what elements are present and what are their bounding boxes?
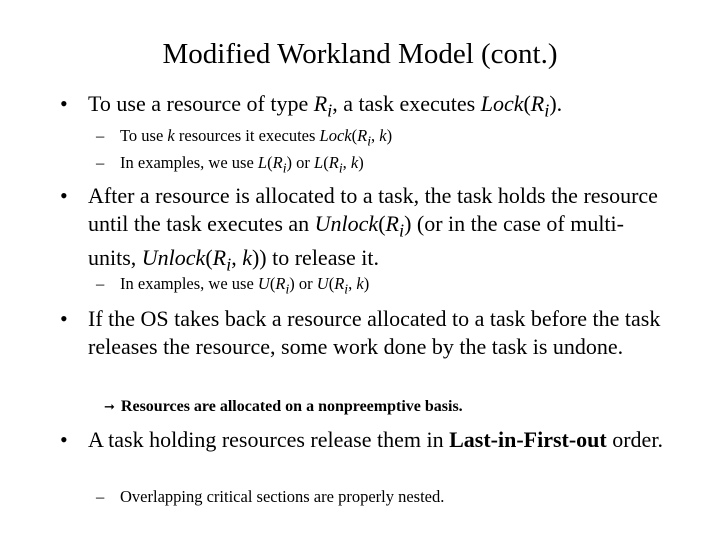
bullet-text: After a resource is allocated to a task, the task holds the resource until the task executes an $Unlock(R_i)$ (or in the case of multi-units, $Unlock(R_i$, k)) to release it. — [88, 183, 658, 275]
subbullet-lock-examples — [96, 152, 686, 179]
bullet-text: A task holding resources release them in Last-in-First-out order. — [88, 427, 663, 452]
dash-marker: – — [96, 274, 105, 293]
slide-title: Modified Workland Model (cont.) — [162, 38, 558, 70]
arrow-icon: ➞ — [104, 400, 115, 415]
subbullet-k-resources — [96, 125, 686, 152]
subbullet-text: Overlapping critical sections are properly nested. — [120, 487, 445, 506]
bullet-marker: • — [60, 306, 68, 331]
subbullet-text: In examples, we use $U(R_i)$ or $U(R_i$, k) — [120, 274, 370, 297]
bullet-text: If the OS takes back a resource allocated to a task before the task releases the resource, some work done by the task is undone. — [88, 306, 661, 359]
bullet-text: To use a resource of type $R_i$, a task executes $Lock(R_i)$. — [88, 91, 563, 121]
subbullet-nested-sections — [96, 486, 686, 508]
bullet-unlock-usage — [60, 182, 670, 279]
subbullet-text: In examples, we use $L(R_i)$ or $L(R_i$, k) — [120, 153, 364, 176]
subbullet-text: To use k resources it executes $Lock(R_i$, k) — [120, 126, 393, 149]
bullet-os-takeback — [60, 305, 670, 361]
bullet-marker: • — [60, 91, 68, 116]
bullet-lock-usage — [60, 90, 670, 124]
subbullet-unlock-examples — [96, 273, 686, 300]
dash-marker: – — [96, 487, 105, 506]
dash-marker: – — [96, 126, 105, 145]
nonpreemptive-text: Resources are allocated on a nonpreemptive basis. — [120, 398, 463, 415]
nonpreemptive-note — [104, 396, 664, 419]
bullet-marker: • — [60, 427, 68, 452]
dash-marker: – — [96, 153, 105, 172]
bullet-marker: • — [60, 183, 68, 208]
bullet-lifo-release — [60, 426, 670, 454]
